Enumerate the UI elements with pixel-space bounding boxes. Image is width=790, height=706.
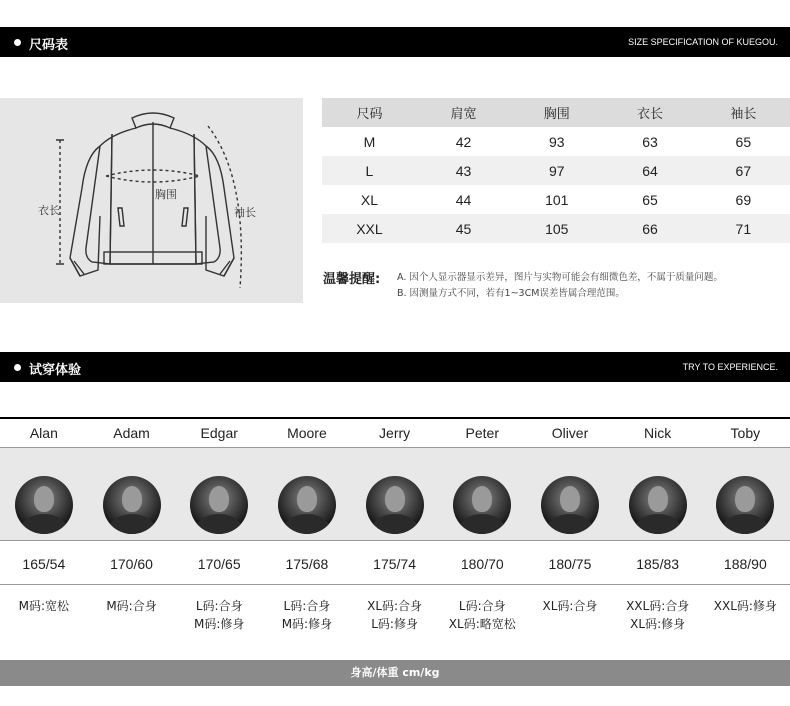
fit-line: M码:宽松 xyxy=(18,599,70,613)
size-table-row xyxy=(322,185,790,214)
units-footer: 身高/体重 cm/kg xyxy=(0,660,790,686)
height-weight-row xyxy=(0,556,790,572)
size-table-header: 袖长 xyxy=(697,98,790,127)
model-photo xyxy=(366,476,424,534)
size-table-header: 尺码 xyxy=(322,98,417,127)
size-cell: M xyxy=(363,133,376,150)
size-table-header: 衣长 xyxy=(603,98,696,127)
size-table-row xyxy=(322,214,790,243)
fit-line: L码:修身 xyxy=(371,617,418,631)
size-cell: 101 xyxy=(545,191,569,208)
fitting-subtitle: TRY TO EXPERIENCE. xyxy=(682,362,778,372)
height-weight: 180/75 xyxy=(548,556,592,572)
size-cell: 63 xyxy=(642,133,658,150)
size-cell: 97 xyxy=(510,156,603,185)
model-names-row xyxy=(0,425,790,441)
model-name: Toby xyxy=(730,425,761,441)
model-photo xyxy=(629,476,687,534)
fit-line: XL码:略宽松 xyxy=(448,617,516,631)
fit-line: XXL码:合身 xyxy=(626,599,690,613)
size-cell: L xyxy=(322,156,417,185)
size-cell: 43 xyxy=(417,156,510,185)
size-cell: 67 xyxy=(697,156,790,185)
fit-line: L码:合身 xyxy=(283,599,331,613)
model-photo xyxy=(453,476,511,534)
fit-line: M码:合身 xyxy=(106,599,157,613)
size-cell: 44 xyxy=(455,191,472,208)
fit-cell xyxy=(526,597,614,633)
fit-line: L码:合身 xyxy=(195,599,243,613)
sleeve-label: 袖长 xyxy=(234,206,256,219)
size-table xyxy=(322,98,790,243)
size-cell: 65 xyxy=(735,133,752,150)
model-photo xyxy=(716,476,774,534)
model-name: Jerry xyxy=(379,425,411,441)
size-cell: 42 xyxy=(455,133,472,150)
size-cell: 64 xyxy=(603,156,696,185)
tips-label: 温馨提醒: xyxy=(323,272,381,287)
size-table-row xyxy=(322,156,790,185)
divider xyxy=(0,584,790,585)
tip-line-b: B. 因测量方式不同，若有1~3CM误差皆属合理范围。 xyxy=(397,288,625,299)
height-weight: 185/83 xyxy=(636,556,680,572)
fit-line: M码:修身 xyxy=(281,617,333,631)
size-table-header-row xyxy=(322,98,790,127)
fit-cell xyxy=(438,597,526,633)
model-photo xyxy=(541,476,599,534)
model-name: Adam xyxy=(113,425,150,441)
size-cell: XXL xyxy=(322,214,417,243)
divider xyxy=(0,417,790,419)
model-photo xyxy=(278,476,336,534)
model-name: Oliver xyxy=(551,425,589,441)
fit-cell xyxy=(263,597,351,633)
height-weight: 170/60 xyxy=(110,556,153,572)
size-cell: 45 xyxy=(417,214,510,243)
fit-line: XL码:合身 xyxy=(367,599,423,613)
model-name: Edgar xyxy=(200,425,238,441)
size-table-header: 胸围 xyxy=(510,98,603,127)
fit-cell xyxy=(88,597,176,633)
fit-cell xyxy=(351,597,439,633)
bullet-icon xyxy=(14,39,21,46)
model-photo xyxy=(15,476,73,534)
length-label: 衣长 xyxy=(38,204,60,217)
model-photos-row xyxy=(0,476,790,534)
tip-line-a: A. 因个人显示器显示差异，图片与实物可能会有细微色差，不属于质量问题。 xyxy=(397,272,723,283)
fit-cell xyxy=(702,597,790,633)
model-photo xyxy=(190,476,248,534)
size-chart-title: 尺码表 xyxy=(29,38,69,53)
size-cell: 93 xyxy=(549,133,565,150)
jacket-diagram xyxy=(0,98,303,303)
bullet-icon xyxy=(14,364,21,371)
height-weight: 175/68 xyxy=(285,556,329,572)
size-table-header: 肩宽 xyxy=(417,98,510,127)
fitting-header xyxy=(0,352,790,382)
model-name: Peter xyxy=(465,425,500,441)
fit-cell xyxy=(0,597,88,633)
size-chart-subtitle: SIZE SPECIFICATION OF KUEGOU. xyxy=(628,37,778,47)
fit-line: XL码:修身 xyxy=(630,617,686,631)
fit-cell xyxy=(175,597,263,633)
size-cell: 65 xyxy=(642,191,658,208)
divider xyxy=(0,540,790,541)
size-cell: XL xyxy=(360,191,378,208)
height-weight: 170/65 xyxy=(197,556,241,572)
size-chart-header xyxy=(0,27,790,57)
model-name: Alan xyxy=(29,425,58,441)
fit-cell xyxy=(614,597,702,633)
size-cell: 69 xyxy=(735,191,752,208)
size-table-row xyxy=(322,127,790,156)
size-cell: 105 xyxy=(510,214,603,243)
size-cell: 66 xyxy=(603,214,696,243)
fit-line: XL码:合身 xyxy=(542,599,598,613)
fit-row xyxy=(0,597,790,633)
model-name: Nick xyxy=(644,425,672,441)
height-weight: 188/90 xyxy=(723,556,767,572)
model-name: Moore xyxy=(287,425,327,441)
jacket-illustration xyxy=(0,98,303,303)
fit-line: L码:合身 xyxy=(458,599,506,613)
height-weight: 175/74 xyxy=(373,556,416,572)
fit-line: XXL码:修身 xyxy=(713,599,777,613)
fit-line: M码:修身 xyxy=(194,617,245,631)
height-weight: 165/54 xyxy=(22,556,66,572)
model-photo xyxy=(103,476,161,534)
fitting-title: 试穿体验 xyxy=(29,363,82,378)
chest-label: 胸围 xyxy=(155,188,177,201)
size-cell: 71 xyxy=(697,214,790,243)
height-weight: 180/70 xyxy=(460,556,504,572)
